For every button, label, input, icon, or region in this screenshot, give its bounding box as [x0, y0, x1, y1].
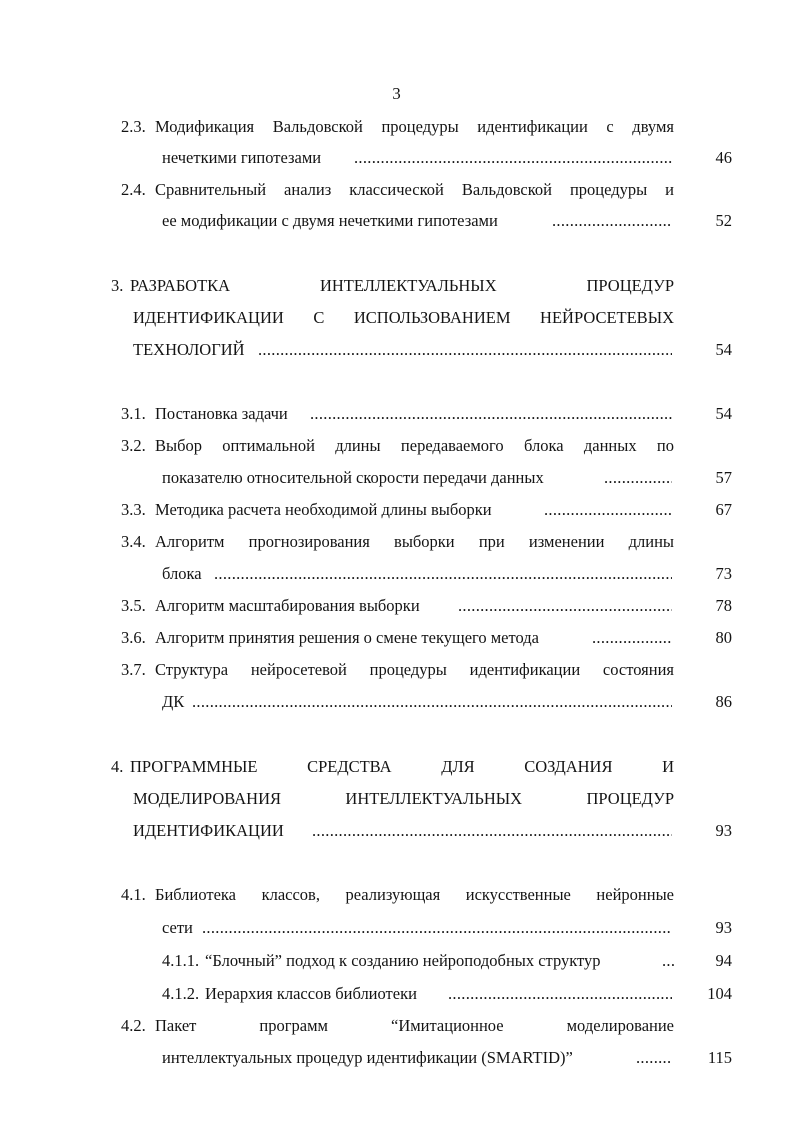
entry-page: 93 [715, 918, 732, 937]
entry-title: Алгоритм масштабирования выборки [155, 596, 420, 615]
dot-leader [458, 591, 672, 621]
toc-entry-3-5 [0, 591, 793, 621]
toc-entry-4-cont [0, 784, 793, 814]
entry-page: 54 [715, 404, 732, 423]
toc-entry-2-3 [0, 112, 793, 142]
toc-entry-3-cont2 [0, 335, 793, 365]
dot-leader [636, 1043, 672, 1073]
toc-entry-2-4 [0, 175, 793, 205]
entry-number: 3.1. [121, 404, 146, 423]
entry-title: Структура нейросетевой процедуры идентификации состояния [155, 660, 674, 679]
entry-title-cont: ее модификации с двумя нечеткими гипотезами [162, 211, 498, 230]
entry-title: Библиотека классов, реализующая искусственные нейронные [155, 885, 674, 904]
dot-leader [592, 623, 672, 653]
entry-number: 3. [111, 276, 124, 295]
entry-page: 93 [715, 821, 732, 840]
toc-entry-3-4-cont [0, 559, 793, 589]
entry-number: 3.3. [121, 500, 146, 519]
toc-entry-4-2-cont [0, 1043, 793, 1073]
entry-title-cont: блока [162, 564, 202, 583]
toc-entry-4-1 [0, 880, 793, 910]
entry-number: 3.2. [121, 436, 146, 455]
page-number: 3 [392, 84, 401, 103]
toc-entry-3-cont [0, 303, 793, 333]
entry-title-cont: ИДЕНТИФИКАЦИИ [133, 821, 284, 840]
entry-page: 46 [715, 148, 732, 167]
toc-entry-2-4-cont [0, 206, 793, 236]
dot-leader [552, 206, 672, 236]
entry-page: 57 [715, 468, 732, 487]
entry-title-cont: нечеткими гипотезами [162, 148, 322, 167]
toc-entry-4-1-2 [0, 979, 793, 1009]
toc-entry-3-7 [0, 655, 793, 685]
entry-title: РАЗРАБОТКА ИНТЕЛЛЕКТУАЛЬНЫХ ПРОЦЕДУР [130, 276, 674, 295]
dot-leader [662, 946, 674, 976]
entry-page: 80 [715, 628, 732, 647]
dot-leader [354, 143, 672, 173]
entry-page: 94 [715, 951, 732, 970]
entry-number: 4. [111, 757, 124, 776]
entry-number: 2.3. [121, 117, 146, 136]
toc-entry-4-cont2 [0, 816, 793, 846]
entry-title: Иерархия классов библиотеки [205, 984, 417, 1003]
entry-title-cont: МОДЕЛИРОВАНИЯ ИНТЕЛЛЕКТУАЛЬНЫХ ПРОЦЕДУР [133, 789, 674, 808]
entry-title: Алгоритм принятия решения о смене текущего метода [155, 628, 539, 647]
dot-leader [448, 979, 672, 1009]
entry-title-cont: интеллектуальных процедур идентификации (SMARTID)” [162, 1048, 573, 1067]
entry-page: 67 [715, 500, 732, 519]
toc-entry-4-2 [0, 1011, 793, 1041]
toc-entry-3 [0, 271, 793, 301]
entry-title: Постановка задачи [155, 404, 288, 423]
toc-entry-3-1 [0, 399, 793, 429]
toc-entry-3-3 [0, 495, 793, 525]
entry-title: “Блочный” подход к созданию нейроподобных структур [205, 951, 601, 970]
toc-entry-3-7-cont [0, 687, 793, 717]
dot-leader [192, 687, 672, 717]
entry-title: Пакет программ “Имитационное моделирование [155, 1016, 674, 1035]
entry-number: 3.5. [121, 596, 146, 615]
entry-title: Сравнительный анализ классической Вальдовской процедуры и [155, 180, 674, 199]
entry-title: ПРОГРАММНЫЕ СРЕДСТВА ДЛЯ СОЗДАНИЯ И [130, 757, 674, 776]
dot-leader [214, 559, 672, 589]
entry-page: 54 [715, 340, 732, 359]
entry-title: Методика расчета необходимой длины выборки [155, 500, 492, 519]
entry-number: 3.7. [121, 660, 146, 679]
toc-entry-4-1-cont [0, 913, 793, 943]
entry-title-cont: ТЕХНОЛОГИЙ [133, 340, 245, 359]
dot-leader [310, 399, 672, 429]
entry-page: 52 [715, 211, 732, 230]
dot-leader [258, 335, 672, 365]
entry-title-cont: ДК [162, 692, 185, 711]
entry-page: 104 [707, 984, 732, 1003]
toc-entry-3-4 [0, 527, 793, 557]
dot-leader [202, 913, 672, 943]
entry-page: 73 [715, 564, 732, 583]
entry-title: Выбор оптимальной длины передаваемого блока данных по [155, 436, 674, 455]
entry-page: 78 [715, 596, 732, 615]
dot-leader [604, 463, 672, 493]
entry-page: 86 [715, 692, 732, 711]
entry-title: Алгоритм прогнозирования выборки при изменении длины [155, 532, 674, 551]
entry-title: Модификация Вальдовской процедуры идентификации с двумя [155, 117, 674, 136]
entry-number: 3.4. [121, 532, 146, 551]
toc-entry-4 [0, 752, 793, 782]
entry-number: 2.4. [121, 180, 146, 199]
entry-number: 4.1. [121, 885, 146, 904]
toc-entry-3-6 [0, 623, 793, 653]
entry-page: 115 [707, 1048, 732, 1067]
entry-title-cont: показателю относительной скорости передачи данных [162, 468, 544, 487]
entry-number: 4.2. [121, 1016, 146, 1035]
dot-leader [312, 816, 672, 846]
entry-number: 3.6. [121, 628, 146, 647]
toc-entry-4-1-1 [0, 946, 793, 976]
toc-entry-3-2-cont [0, 463, 793, 493]
dot-leader [544, 495, 672, 525]
toc-entry-2-3-cont [0, 143, 793, 173]
toc-entry-3-2 [0, 431, 793, 461]
entry-number: 4.1.2. [162, 984, 200, 1003]
entry-number: 4.1.1. [162, 951, 200, 970]
entry-title-cont: сети [162, 918, 193, 937]
entry-title-cont: ИДЕНТИФИКАЦИИ С ИСПОЛЬЗОВАНИЕМ НЕЙРОСЕТЕВЫХ [133, 308, 674, 327]
